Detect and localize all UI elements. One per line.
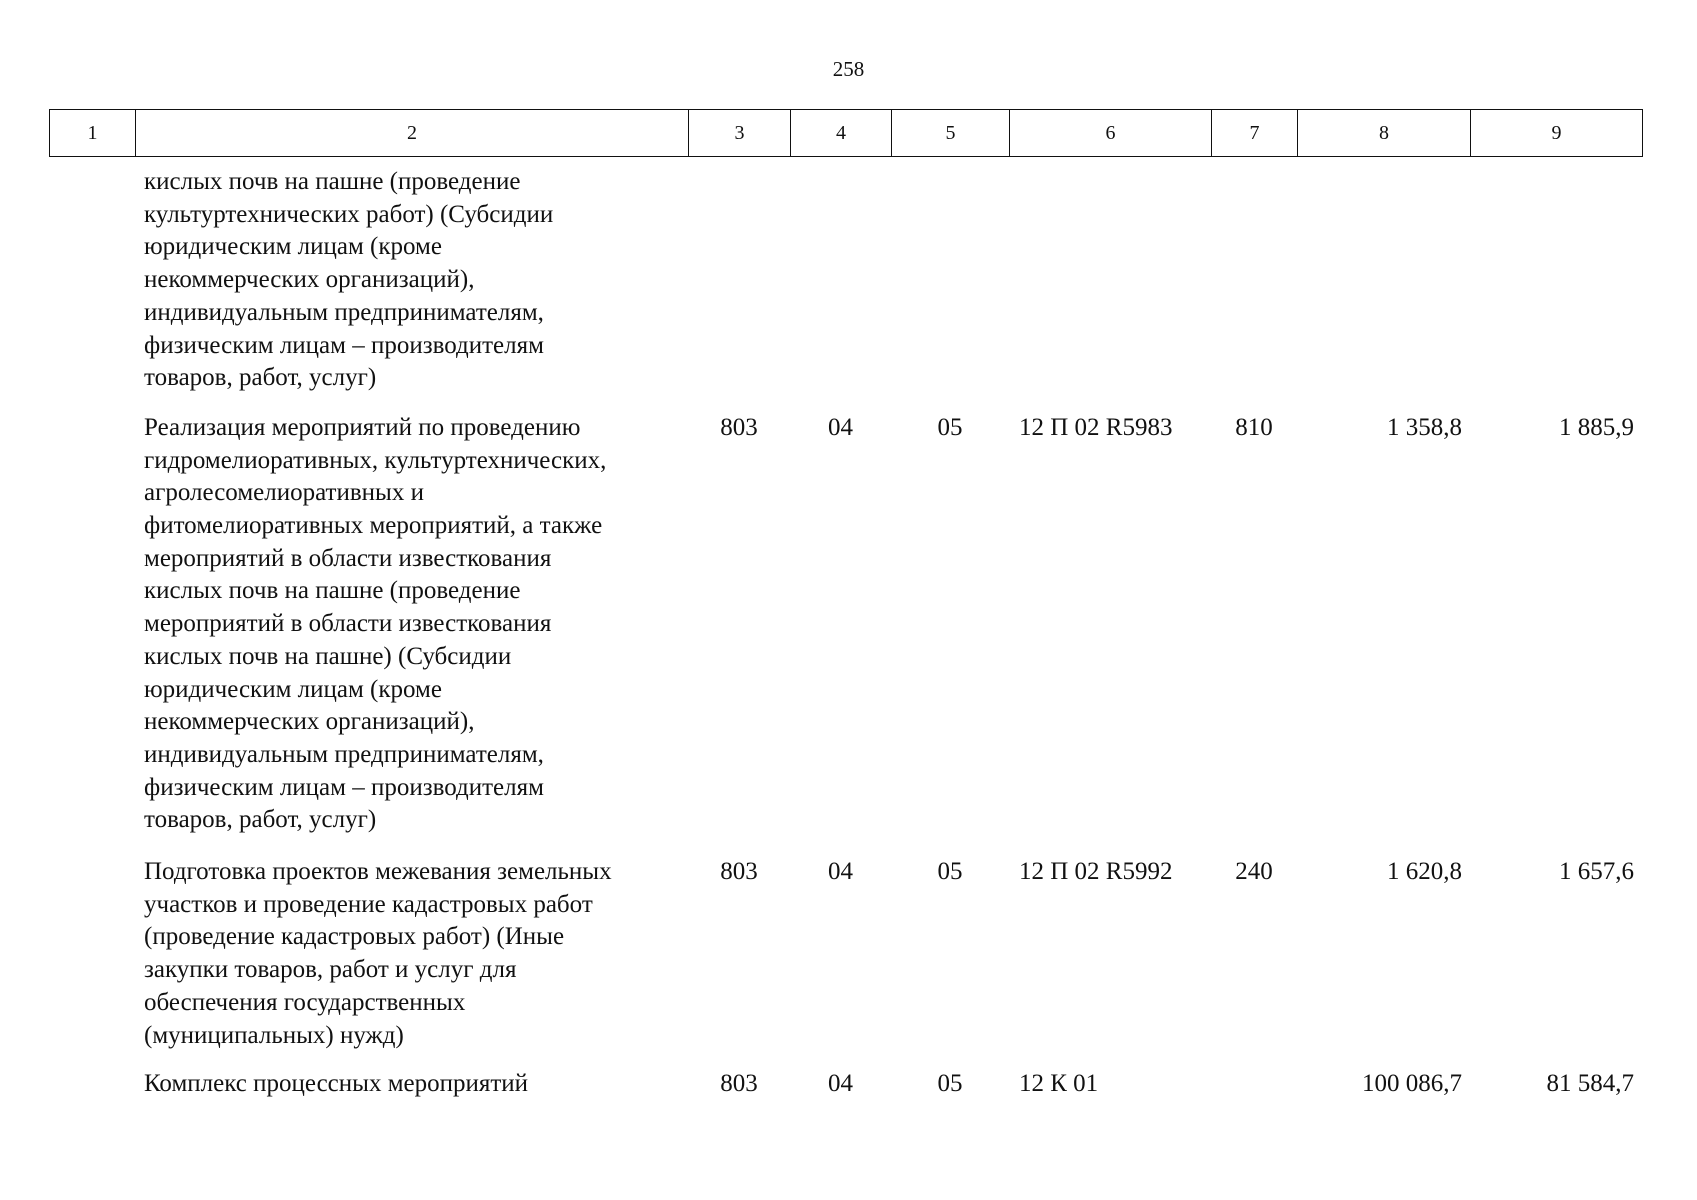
column-number-5: 5 — [892, 110, 1010, 157]
amount-year-1: 100 086,7 — [1362, 1070, 1462, 1098]
column-number-3: 3 — [689, 110, 791, 157]
subsection-code: 05 — [937, 1070, 963, 1098]
column-header-table — [49, 109, 1643, 157]
row-description: Подготовка проектов межевания земельных участков и проведение кадастровых работ (проведение кадастровых работ) (Иные закупки товаров, работ и услуг для обеспечения государственных (муниципальных) нужд) — [144, 858, 612, 1049]
expense-type-code: 240 — [1235, 858, 1273, 886]
table-row — [49, 166, 1642, 395]
column-number-4: 4 — [791, 110, 892, 157]
section-code: 04 — [828, 858, 853, 886]
section-code: 04 — [828, 413, 853, 441]
table-row — [49, 412, 1642, 837]
row-description: кислых почв на пашне (проведение культуртехнических работ) (Субсидии юридическим лицам (кроме некоммерческих организаций), индивидуальным предпринимателям, физическим лицам – производителям товаров, работ, услуг) — [144, 168, 554, 392]
amount-year-2: 81 584,7 — [1546, 1070, 1634, 1098]
column-number-7: 7 — [1212, 110, 1298, 157]
amount-year-1: 1 358,8 — [1387, 413, 1462, 441]
amount-year-2: 1 885,9 — [1559, 413, 1634, 441]
row-description: Комплекс процессных мероприятий — [144, 1070, 529, 1098]
table-row — [49, 1068, 1642, 1101]
ministry-code: 803 — [720, 413, 758, 441]
column-number-2: 2 — [136, 110, 689, 157]
target-article-code: 12 П 02 R5983 — [1019, 413, 1173, 441]
amount-year-2: 1 657,6 — [1559, 858, 1634, 886]
table-row — [49, 856, 1642, 1052]
column-number-9: 9 — [1471, 110, 1643, 157]
column-number-1: 1 — [50, 110, 136, 157]
ministry-code: 803 — [720, 858, 758, 886]
amount-year-1: 1 620,8 — [1387, 858, 1462, 886]
budget-table-body — [49, 166, 1642, 1101]
column-number-8: 8 — [1298, 110, 1471, 157]
column-number-row — [50, 110, 1643, 157]
target-article-code: 12 К 01 — [1019, 1070, 1099, 1098]
subsection-code: 05 — [937, 413, 963, 441]
section-code: 04 — [828, 1070, 853, 1098]
page-number: 258 — [832, 57, 865, 81]
column-number-6: 6 — [1010, 110, 1212, 157]
expense-type-code: 810 — [1235, 413, 1273, 441]
target-article-code: 12 П 02 R5992 — [1019, 858, 1173, 886]
subsection-code: 05 — [937, 858, 963, 886]
row-description: Реализация мероприятий по проведению гидромелиоративных, культуртехнических, агролесомелиоративных и фитомелиоративных мероприятий, а также мероприятий в области известкования кислых почв на пашне (проведение мероприятий в области известкования кислых почв на пашне) (Субсидии юридическим лицам (кроме некоммерческих организаций), индивидуальным предпринимателям, физическим лицам – производителям товаров, работ, услуг) — [144, 413, 607, 834]
ministry-code: 803 — [720, 1070, 758, 1098]
